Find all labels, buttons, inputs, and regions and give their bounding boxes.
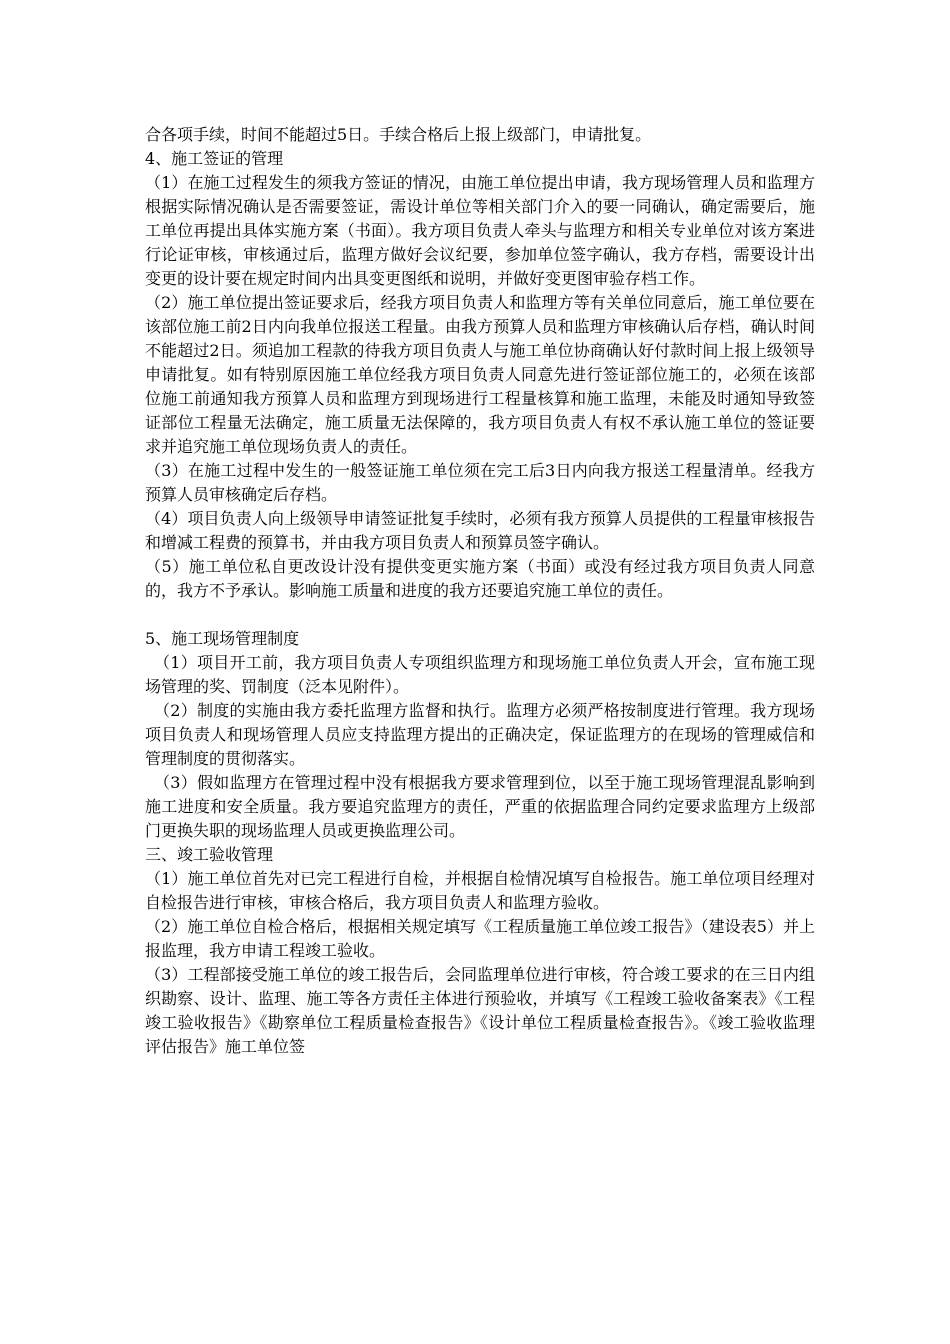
paragraph-site-3: （3）假如监理方在管理过程中没有根据我方要求管理到位，以至于施工现场管理混乱影响到施工进度和安全质量。我方要追究监理方的责任，严重的依据监理合同约定要求监理方上级部门更换失职的现场监理人员或更换监理公司。 xyxy=(145,773,815,840)
paragraph-continuation: 合各项手续，时间不能超过5日。手续合格后上报上级部门，申请批复。 xyxy=(145,125,652,144)
paragraph-visa-3: （3）在施工过程中发生的一般签证施工单位须在完工后3日内向我方报送工程量清单。经我方预算人员审核确定后存档。 xyxy=(145,461,815,504)
section-heading-visa-management: 4、施工签证的管理 xyxy=(145,149,284,168)
paragraph-acceptance-3: （3）工程部接受施工单位的竣工报告后，会同监理单位进行审核，符合竣工要求的在三日内组织勘察、设计、监理、施工等各方责任主体进行预验收，并填写《工程竣工验收备案表》《工程竣工验收报告》《勘察单位工程质量检查报告》《设计单位工程质量检查报告》。《竣工验收监理评估报告》施工单位签 xyxy=(145,965,815,1056)
section-heading-completion-acceptance: 三、竣工验收管理 xyxy=(145,845,274,864)
section-heading-site-management: 5、施工现场管理制度 xyxy=(145,629,300,648)
paragraph-site-1: （1）项目开工前，我方项目负责人专项组织监理方和现场施工单位负责人开会，宣布施工现场管理的奖、罚制度（泛本见附件）。 xyxy=(145,653,815,696)
paragraph-visa-4: （4）项目负责人向上级领导申请签证批复手续时，必须有我方预算人员提供的工程量审核报告和增减工程费的预算书，并由我方项目负责人和预算员签字确认。 xyxy=(145,509,815,552)
paragraph-visa-5: （5）施工单位私自更改设计没有提供变更实施方案（书面）或没有经过我方项目负责人同意的，我方不予承认。影响施工质量和进度的我方还要追究施工单位的责任。 xyxy=(145,557,815,600)
paragraph-site-2: （2）制度的实施由我方委托监理方监督和执行。监理方必须严格按制度进行管理。我方现场项目负责人和现场管理人员应支持监理方提出的正确决定，保证监理方的在现场的管理威信和管理制度的贯彻落实。 xyxy=(145,701,815,768)
paragraph-acceptance-1: （1）施工单位首先对已完工程进行自检，并根据自检情况填写自检报告。施工单位项目经理对自检报告进行审核，审核合格后，我方项目负责人和监理方验收。 xyxy=(145,869,815,912)
paragraph-visa-1: （1）在施工过程发生的须我方签证的情况，由施工单位提出申请，我方现场管理人员和监理方根据实际情况确认是否需要签证，需设计单位等相关部门介入的要一同确认，确定需要后，施工单位再提出具体实施方案（书面）。我方项目负责人牵头与监理方和相关专业单位对该方案进行论证审核，审核通过后，监理方做好会议纪要，参加单位签字确认，我方存档，需要设计出变更的设计要在规定时间内出具变更图纸和说明，并做好变更图审验存档工作。 xyxy=(145,173,815,288)
document-body xyxy=(145,123,815,1059)
paragraph-visa-2: （2）施工单位提出签证要求后，经我方项目负责人和监理方等有关单位同意后，施工单位要在该部位施工前2日内向我单位报送工程量。由我方预算人员和监理方审核确认后存档，确认时间不能超过2日。须追加工程款的待我方项目负责人与施工单位协商确认好付款时间上报上级领导申请批复。如有特别原因施工单位经我方项目负责人同意先进行签证部位施工的，必须在该部位施工前通知我方预算人员和监理方到现场进行工程量核算和施工监理，未能及时通知导致签证部位工程量无法确定，施工质量无法保障的，我方项目负责人有权不承认施工单位的签证要求并追究施工单位现场负责人的责任。 xyxy=(145,293,815,456)
paragraph-acceptance-2: （2）施工单位自检合格后，根据相关规定填写《工程质量施工单位竣工报告》（建设表5）并上报监理，我方申请工程竣工验收。 xyxy=(145,917,815,960)
blank-line xyxy=(145,603,815,627)
